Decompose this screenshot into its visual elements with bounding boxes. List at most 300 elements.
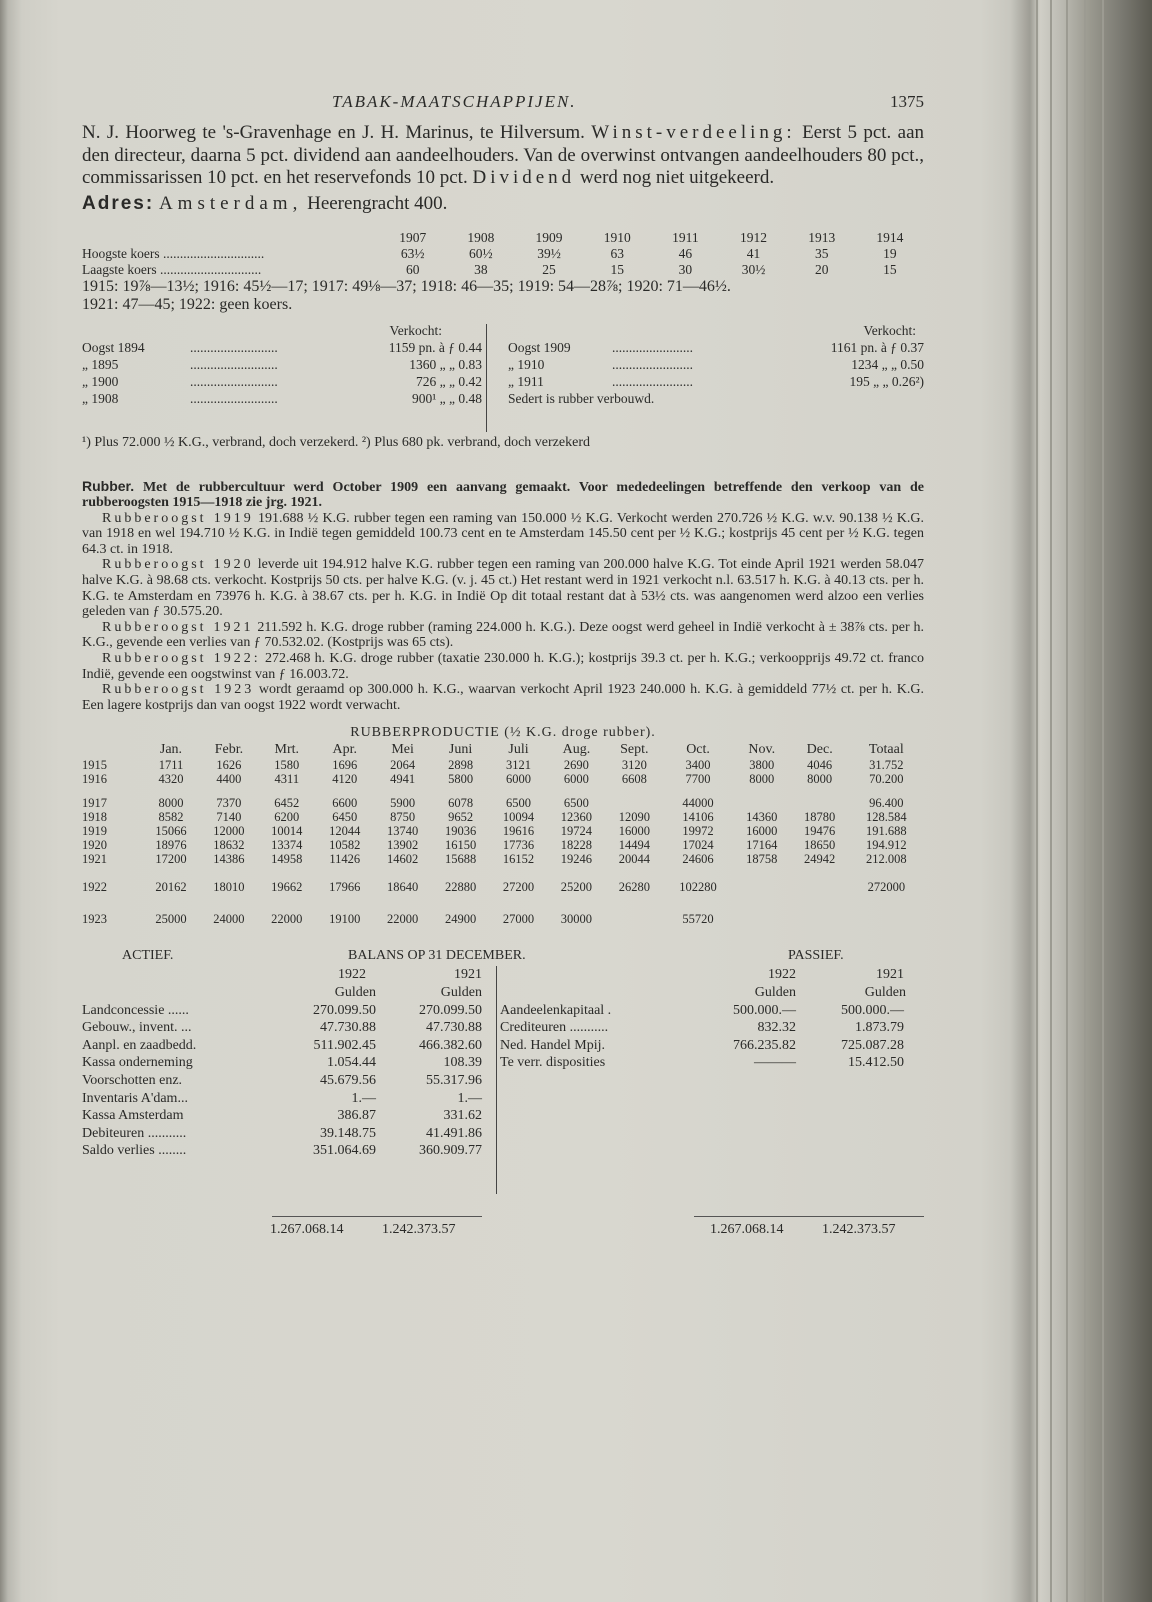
verkocht-right [508,322,924,407]
productie-value: 3121 [505,758,531,773]
productie-value: 19100 [329,912,361,927]
verkocht-value: 1360 „ „ 0.83 [409,356,482,372]
productie-value: 17966 [329,880,361,895]
total-rule [694,1216,924,1217]
koers-value: 30½ [741,261,766,277]
rubber-text: 211.592 h. K.G. droge rubber (raming 224.000 h. K.G.). Deze oogst werd geheel in Indië verkocht à ± 38⅞ cts. per h. K.G., gevende een verlies van ƒ 70.532.02. (Kostprijs was 65 cts). [82,619,925,651]
productie-value: 4120 [332,772,358,787]
verkocht-value: 1159 pn. à ƒ 0.44 [388,339,482,355]
productie-value: 212.008 [866,852,907,867]
productie-value: 8750 [390,810,416,825]
koers-row [82,246,924,262]
verkocht-heading: Verkocht: [863,322,916,338]
productie-value: 19724 [560,824,593,839]
balans-value: 386.87 [337,1108,376,1124]
spacer-row [82,786,924,796]
unit-label: Gulden [334,985,376,1000]
productie-row [82,876,924,898]
balans-value: 55.317.96 [426,1072,482,1088]
productie-value: 16152 [502,852,535,867]
balans-row [500,1054,924,1072]
year-label: 1922 [768,967,796,983]
koers-year: 1907 [399,229,427,245]
balans-value: 47.730.88 [426,1020,482,1036]
productie-row [82,838,924,852]
month-header: Dec. [806,742,833,758]
productie-value: 22000 [387,912,419,927]
verkocht-row [508,390,924,407]
unit-label: Gulden [754,985,796,1000]
oogst-label: „ 1895 [82,356,119,372]
balans-row [500,1019,924,1037]
balans-row [82,1002,494,1020]
address-label: Adres: [82,192,155,214]
productie-year: 1917 [82,796,107,811]
dividend-label: Dividend [472,167,576,188]
balans-passief [500,966,924,1072]
balans-value: 1.— [457,1090,482,1106]
productie-value: 14386 [213,852,245,867]
month-header: Mei [391,742,414,758]
balans-value: 15.412.50 [848,1055,904,1071]
verkocht-left [82,322,482,407]
productie-value: 26280 [618,880,650,895]
productie-value: 70.200 [869,772,904,787]
oogst-label: Oogst 1894 [82,339,145,355]
running-title: TABAK-MAATSCHAPPIJEN. [332,92,577,111]
koers-year: 1912 [740,229,768,245]
productie-value: 6000 [563,772,589,787]
balans-value: 351.064.69 [313,1143,376,1159]
productie-value: 17024 [682,838,714,853]
productie-value: 12044 [329,824,361,839]
month-header: Oct. [686,742,710,758]
productie-year: 1918 [82,810,107,825]
koers-value: 39½ [537,245,561,261]
balans-row [500,1037,924,1055]
page-edge [1102,0,1104,1602]
balans-item: Voorschotten enz. [82,1072,183,1088]
leader-dots: ........................ [612,356,693,372]
balans-item: Kassa Amsterdam [82,1108,184,1124]
productie-year: 1915 [82,758,107,773]
oogst-label: „ 1910 [508,356,545,372]
verkocht-row [508,373,924,390]
koers-value: 25 [542,261,556,277]
productie-value: 18976 [155,838,187,853]
balans-item: Crediteuren ........... [500,1020,609,1036]
oogst-label: Oogst 1909 [508,339,571,355]
productie-value: 15066 [155,824,187,839]
productie-value: 30000 [560,912,593,927]
oogst-heading: Rubberoogst 1919 [102,510,254,526]
rubber-heading: Rubber. [82,477,135,494]
productie-title: RUBBERPRODUCTIE (½ K.G. droge rubber). [350,725,656,741]
productie-value: 18650 [804,838,836,853]
koers-value: 63½ [400,245,425,261]
productie-value [791,796,849,810]
productie-value: 17200 [155,852,187,867]
productie-value: 10094 [502,810,535,825]
column-divider [486,324,487,432]
productie-row [82,824,924,838]
total-value: 1.267.068.14 [710,1222,784,1238]
unit-label: Gulden [440,985,482,1000]
productie-row [82,810,924,824]
koers-value: 15 [883,261,897,277]
verkocht-footnote: ¹) Plus 72.000 ½ K.G., verbrand, doch verzekerd. ²) Plus 680 pk. verbrand, doch verzekerd [82,434,590,450]
balans-row [500,1002,924,1020]
balans-actief [82,966,494,1160]
balans-unit-row [500,984,924,1002]
koers-years-row [82,230,924,246]
productie-year: 1916 [82,772,107,787]
koers-value: 15 [610,261,624,277]
productie-value: 18010 [213,880,245,895]
productie-value: 19246 [560,852,593,867]
balans-row [82,1142,494,1160]
balans-row [82,1125,494,1143]
running-header [82,92,924,122]
address-street: Heerengracht 400. [307,192,448,214]
koers-value: 60 [405,261,420,277]
balans-value: 466.382.60 [419,1037,482,1053]
productie-value: 96.400 [869,796,904,811]
productie-value: 10014 [271,824,303,839]
balans-value: 766.235.82 [733,1037,796,1053]
productie-value: 14958 [271,852,303,867]
productie-value: 17736 [502,838,535,853]
productie-value [605,908,663,930]
productie-value: 15688 [444,852,477,867]
productie-value: 2690 [563,758,589,773]
koers-table [82,230,924,278]
total-rule [272,1216,482,1217]
page-number: 1375 [890,92,924,111]
balans-value: 832.32 [757,1020,796,1036]
koers-year: 1909 [535,229,563,245]
rubber-section [82,479,924,714]
koers-value: 41 [746,245,761,261]
productie-value [791,876,849,898]
winst-label: Winst-verdeeling: [591,122,796,143]
productie-value: 1626 [216,758,242,773]
balans-value: ——— [754,1055,796,1071]
productie-value: 8000 [158,796,184,811]
balans-row [82,1090,494,1108]
rubber-text: wordt geraamd op 300.000 h. K.G., waarvan verkocht April 1923 240.000 h. K.G. à gemiddeld 77½ ct. per h. K.G. Een lagere kostprijs dan van oogst 1922 wordt verwacht. [82,682,924,713]
oogst-heading: Rubberoogst 1920 [102,557,254,573]
address-city: Amsterdam, [158,192,303,214]
balans-value: 1.873.79 [855,1020,904,1036]
koers-value: 35 [814,245,829,261]
productie-year: 1919 [82,824,107,839]
productie-value: 25000 [155,912,187,927]
productie-value: 8582 [158,810,184,825]
productie-value: 4046 [807,758,833,773]
balans-section [82,948,924,1248]
balans-row [82,1037,494,1055]
productie-value: 11426 [329,852,361,867]
verkocht-row [508,356,924,373]
productie-value: 6500 [505,796,531,811]
month-header: Sept. [620,742,649,758]
rubber-paragraph [82,651,924,682]
productie-value: 12000 [213,824,245,839]
productie-year: 1920 [82,838,107,853]
productie-year: 1923 [82,912,107,927]
productie-value: 6500 [563,796,589,811]
productie-row [82,796,924,810]
productie-value: 55720 [682,912,714,927]
productie-value: 5900 [390,796,416,811]
productie-value: 18640 [387,880,419,895]
month-header: Juni [448,742,473,758]
balans-item: Aandeelenkapitaal . [500,1002,612,1018]
koers-label: Laagste koers .............................. [82,261,262,277]
verkocht-row [82,373,482,390]
koers-history-line: 1915: 19⅞—13½; 1916: 45½—17; 1917: 49⅛—37; 1918: 46—35; 1919: 54—28⅞; 1920: 71—46½. [82,277,731,295]
oogst-label: „ 1900 [82,373,119,389]
productie-value: 194.912 [866,838,907,853]
balans-row [82,1072,494,1090]
productie-value: 6078 [448,796,474,811]
oogst-label: „ 1908 [82,390,119,406]
spacer-row [82,866,924,876]
koers-year: 1914 [876,229,904,245]
productie-value [605,796,663,810]
productie-value: 18632 [213,838,245,853]
productie-value: 10582 [329,838,361,853]
productie-value: 19972 [682,824,714,839]
total-value: 1.267.068.14 [270,1222,344,1238]
intro-text: N. J. Hoorweg te 's-Gravenhage en J. H. Marinus, te Hilversum. [82,122,585,143]
productie-value: 7700 [685,772,711,787]
productie-value: 19662 [271,880,303,895]
balans-value: 47.730.88 [320,1020,376,1036]
productie-value: 7140 [216,810,242,825]
koers-value: 60½ [469,245,493,261]
balans-item: Te verr. disposities [500,1055,606,1071]
productie-value: 24900 [444,912,477,927]
productie-header-row [82,742,924,758]
month-header: Mrt. [274,742,300,758]
leader-dots: .......................... [190,356,278,372]
productie-row [82,772,924,786]
productie-value: 1696 [332,758,358,773]
month-header: Jan. [159,742,183,758]
oogst-heading: Rubberoogst 1923 [102,682,255,698]
koers-row [82,262,924,278]
productie-value: 18228 [560,838,593,853]
actief-heading: ACTIEF. [122,948,174,964]
productie-value: 19476 [804,824,836,839]
intro-text: Eerst 5 pct. aan den directeur, daarna 5 pct. dividend aan aandeelhouders. Van de overwinst ontvangen aandeelhouders 80 pct., commissarissen 10 pct. en het reservefonds 10 pct. [82,122,925,188]
page-edge [1050,0,1052,1602]
productie-value [733,876,791,898]
balans-value: 45.679.56 [320,1072,376,1088]
page-content [82,92,924,1248]
year-label: 1922 [338,967,366,983]
verkocht-row [82,390,482,407]
balans-value: 39.148.75 [320,1125,376,1141]
balans-item: Ned. Handel Mpij. [500,1037,605,1053]
koers-year: 1908 [467,229,495,245]
verkocht-value: 1234 „ „ 0.50 [851,356,924,372]
productie-value: 12090 [618,810,650,825]
koers-year: 1913 [808,229,836,245]
balans-item: Debiteuren ........... [82,1125,187,1141]
balans-value: 500.000.— [841,1002,904,1018]
productie-value: 7370 [216,796,242,811]
koers-value: 30 [678,261,693,277]
productie-value: 4400 [216,772,242,787]
leader-dots: ........................ [612,339,693,355]
productie-row [82,758,924,772]
productie-value: 19036 [444,824,477,839]
passief-heading: PASSIEF. [788,948,844,964]
month-header: Aug. [562,742,591,758]
productie-value: 6200 [274,810,300,825]
balans-value: 500.000.— [733,1002,796,1018]
productie-row [82,908,924,930]
balans-title-row [82,948,924,964]
balans-title: BALANS OP 31 DECEMBER. [348,948,526,964]
spacer-cell [82,898,924,908]
verkocht-value: 900¹ „ „ 0.48 [411,390,482,406]
leader-dots: .......................... [190,339,278,355]
productie-value: 19616 [502,824,535,839]
productie-value: 4311 [274,772,300,787]
productie-value: 4320 [158,772,184,787]
productie-value: 22000 [271,912,303,927]
productie-value: 14602 [387,852,419,867]
productie-value: 3800 [749,758,775,773]
intro-paragraph [82,122,924,190]
leader-dots: ........................ [612,373,693,389]
productie-value [849,908,924,930]
balans-value: 331.62 [443,1108,482,1124]
balans-value: 108.39 [443,1055,482,1071]
koers-value: 46 [678,245,693,261]
balans-value: 360.909.77 [419,1143,482,1159]
productie-value: 3120 [621,758,647,773]
productie-value: 24942 [804,852,836,867]
month-header: Totaal [868,742,904,758]
page-edge [1084,0,1086,1602]
verkocht-table [82,322,924,434]
productie-value: 20162 [155,880,187,895]
spacer-cell [82,866,924,876]
verkocht-value: 726 „ „ 0.42 [416,373,482,389]
koers-year: 1911 [672,229,699,245]
balans-item: Landconcessie ...... [82,1002,189,1018]
oogst-heading: Rubberoogst 1922: [102,651,261,667]
rubber-text: leverde uit 194.912 halve K.G. rubber tegen een raming van 200.000 halve K.G. Tot einde April 1921 werden 58.047 halve K.G. à 98.68 cts. verkocht. Kostprijs 50 cts. per halve K.G. (v. j. 45 ct.) Het restant werd in 1921 verkocht n.l. 63.517 h. K.G. à 40.13 cts. per h. K.G. te Amsterdam en 73976 h. K.G. à 38.67 cts. per h. K.G. in Indië Op dit totaal restant dat à 53½ cts. was aangenomen werd alzoo een verlies geleden van ƒ 30.575.20. [82,557,924,620]
productie-value: 20044 [618,852,650,867]
unit-label: Gulden [864,985,906,1000]
balans-item: Aanpl. en zaadbedd. [82,1037,197,1053]
rubber-paragraph [82,511,924,558]
verkocht-heading: Verkocht: [389,322,442,338]
oogst-label: „ 1911 [508,373,544,389]
productie-value: 4941 [390,772,416,787]
balans-value: 511.902.45 [313,1037,376,1053]
productie-value: 16000 [618,824,650,839]
koers-year: 1910 [603,229,631,245]
column-divider [496,966,497,1194]
rubber-paragraph [82,682,924,713]
productie-value: 14360 [746,810,778,825]
productie-value: 25200 [560,880,593,895]
productie-value: 31.752 [869,758,904,773]
year-label: 1921 [876,967,904,983]
productie-value: 6000 [505,772,531,787]
rubber-text: 272.468 h. K.G. droge rubber (taxatie 230.000 h. K.G.); kostprijs 39.3 ct. per h. K.G.; verkoopprijs 49.72 ct. franco Indië, gevende een oogstwinst van ƒ 16.003.72. [82,651,925,682]
productie-value: 14106 [682,810,714,825]
productie-value: 5800 [448,772,474,787]
verkocht-row [508,339,924,356]
month-header: Nov. [748,742,776,758]
balans-row [82,1054,494,1072]
year-label: 1921 [454,967,482,983]
page-edge [1066,0,1068,1602]
productie-value [733,796,791,810]
productie-value: 8000 [749,772,775,787]
productie-value: 1580 [274,758,300,773]
balans-year-row [500,966,924,984]
balans-item: Inventaris A'dam... [82,1090,188,1106]
total-value: 1.242.373.57 [382,1222,456,1238]
balans-value: 270.099.50 [419,1002,482,1018]
productie-value: 272000 [867,880,906,895]
page-edge [1036,0,1038,1602]
productie-value [791,908,849,930]
productie-value: 2898 [448,758,474,773]
spacer-row [82,898,924,908]
verkocht-row [82,356,482,373]
productie-value: 13902 [387,838,419,853]
verkocht-value: 195 „ „ 0.26²) [849,373,924,389]
productie-year: 1922 [82,880,107,895]
productie-value: 14494 [618,838,650,853]
productie-value: 27000 [502,912,535,927]
productie-value: 27200 [502,880,535,895]
productie-value [733,908,791,930]
balans-value: 1.— [351,1090,376,1106]
productie-value: 8000 [807,772,833,787]
koers-value: 19 [883,245,897,261]
total-value: 1.242.373.57 [822,1222,896,1238]
balans-row [82,1019,494,1037]
productie-value: 44000 [682,796,714,811]
productie-value: 18780 [804,810,836,825]
productie-value: 18758 [746,852,778,867]
leader-dots: .......................... [190,373,278,389]
oogst-heading: Rubberoogst 1921 [102,619,254,635]
productie-value: 24000 [213,912,245,927]
month-header: Juli [508,742,529,758]
balans-item: Gebouw., invent. ... [82,1020,192,1036]
rubber-paragraph [82,620,924,651]
oogst-label: Sedert is rubber verbouwd. [508,390,655,406]
rubber-text: Met de rubbercultuur werd October 1909 een aanvang gemaakt. Voor mededeelingen betreffende den verkoop van de rubberoogsten 1915—1918 zie jrg. 1921. [82,479,924,511]
productie-value: 13374 [271,838,303,853]
productie-value: 6452 [274,796,300,811]
intro-text: werd nog niet uitgekeerd. [579,167,775,188]
productie-value: 24606 [682,852,714,867]
productie-row [82,852,924,866]
